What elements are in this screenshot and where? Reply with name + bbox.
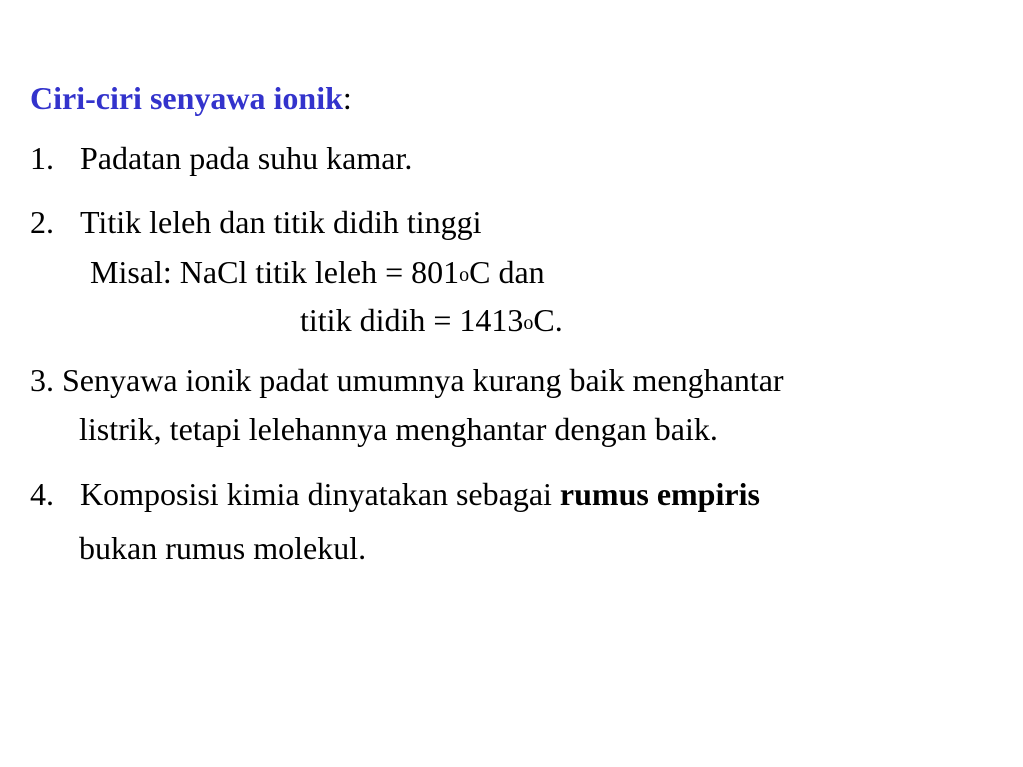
degree-symbol: o <box>523 312 534 334</box>
list-item-3-text-line1: Senyawa ionik padat umumnya kurang baik menghantar <box>62 362 784 398</box>
list-item-4 <box>30 474 760 514</box>
list-item-2-text: Titik leleh dan titik didih tinggi <box>80 204 482 240</box>
list-item-4-continuation <box>79 528 366 568</box>
list-item-3 <box>30 360 784 400</box>
example-melting-suffix: C dan <box>469 254 545 290</box>
example-boiling-point <box>300 300 563 345</box>
example-boiling-prefix: titik didih = 1413 <box>300 302 524 338</box>
list-item-4-text-line2: bukan rumus molekul. <box>79 530 367 566</box>
example-boiling-suffix: C. <box>533 302 563 338</box>
title-text: Ciri-ciri senyawa ionik <box>30 80 343 116</box>
list-item-1-number: 1. <box>30 140 54 176</box>
example-melting-point <box>90 252 545 297</box>
degree-symbol: o <box>459 264 470 286</box>
list-item-3-text-line2: listrik, tetapi lelehannya menghantar dengan baik. <box>79 411 718 447</box>
list-item-1 <box>30 138 412 178</box>
title-colon: : <box>342 80 352 116</box>
list-item-3-continuation <box>79 409 718 449</box>
list-item-2-number: 2. <box>30 204 54 240</box>
list-item-4-number: 4. <box>30 476 54 512</box>
list-item-2 <box>30 202 482 242</box>
slide-title <box>30 78 352 118</box>
list-item-3-number: 3. <box>30 362 54 398</box>
example-melting-prefix: Misal: NaCl titik leleh = 801 <box>90 254 460 290</box>
list-item-4-bold-term: rumus empiris <box>559 476 760 512</box>
list-item-1-text: Padatan pada suhu kamar. <box>80 140 413 176</box>
list-item-4-text-prefix: Komposisi kimia dinyatakan sebagai <box>80 476 560 512</box>
